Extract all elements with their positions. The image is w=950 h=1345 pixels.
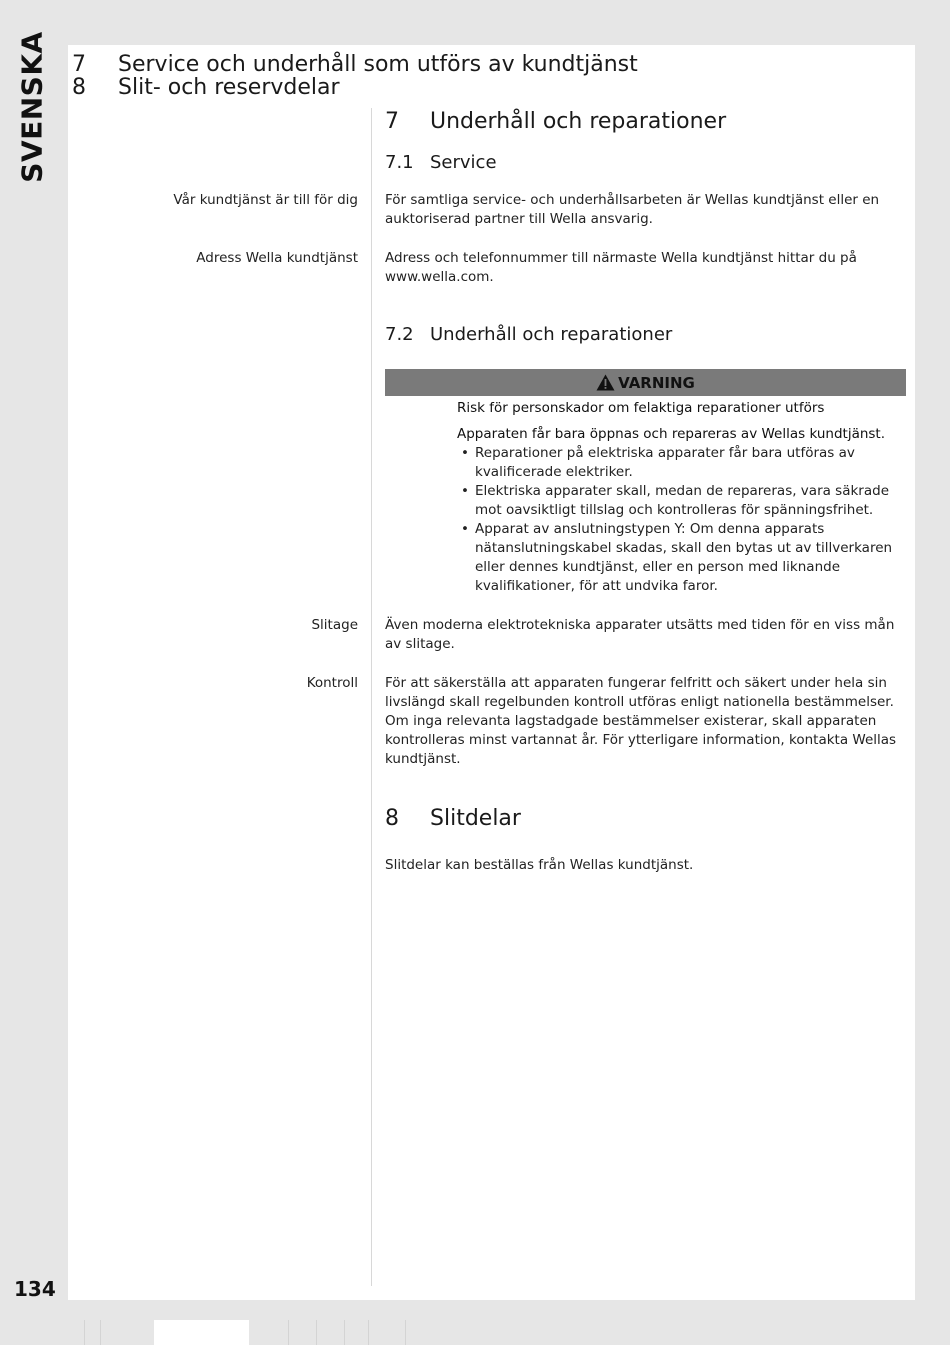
chapter-header-row — [72, 53, 638, 76]
chapter-header — [72, 53, 638, 99]
warning-triangle-icon — [596, 374, 615, 391]
warning-content — [457, 399, 907, 596]
body-text-wear: Även moderna elektrotekniska apparater utsätts med tiden för en viss mån av slitage. — [385, 617, 895, 652]
tab-marker — [288, 1320, 289, 1345]
chapter-title: Slit- och reservdelar — [118, 75, 340, 100]
subsection-number: 7.2 — [385, 324, 414, 345]
body-text-address: Adress och telefonnummer till närmaste Wella kundtjänst hittar du på www.wella.com. — [385, 250, 857, 285]
section-7-2-heading — [385, 324, 672, 345]
side-label-address: Adress Wella kundtjänst — [196, 250, 358, 266]
side-label-inspection: Kontroll — [306, 675, 358, 691]
chapter-number: 7 — [72, 52, 86, 77]
section-title: Underhåll och reparationer — [430, 109, 727, 134]
document-page — [68, 45, 915, 1300]
section-7-1-heading — [385, 152, 497, 173]
tab-marker — [316, 1320, 317, 1345]
subsection-title: Service — [430, 152, 497, 173]
chapter-number: 8 — [72, 75, 86, 100]
warning-label: VARNING — [618, 373, 695, 392]
section-8-heading — [385, 806, 521, 831]
warning-bullet: • Reparationer på elektriska apparater får bara utföras av kvalificerade elektriker. — [457, 444, 907, 482]
active-tab-marker — [154, 1320, 249, 1345]
section-number: 7 — [385, 109, 399, 134]
body-text-service: För samtliga service- och underhållsarbeten är Wellas kundtjänst eller en auktoriserad partner till Wella ansvarig. — [385, 192, 880, 227]
warning-banner — [385, 369, 906, 396]
tab-marker — [100, 1320, 101, 1345]
warning-bullet-list — [457, 444, 907, 596]
tab-marker — [344, 1320, 345, 1345]
chapter-title: Service och underhåll som utförs av kundtjänst — [118, 52, 638, 77]
subsection-number: 7.1 — [385, 152, 414, 173]
tab-marker — [84, 1320, 85, 1345]
tab-marker — [405, 1320, 406, 1345]
side-label-wear: Slitage — [311, 617, 358, 633]
column-divider — [371, 108, 372, 1286]
body-text-inspection: För att säkerställa att apparaten fungerar felfritt och säkert under hela sin livslängd skall regelbunden kontroll utföras enligt nationella bestämmelser. Om inga relevanta lagstadgade bestämmelser existerar, skall apparaten kontrolleras minst vartannat år. För ytterligare information, kontakta Wellas kundtjänst. — [385, 675, 897, 767]
language-tab-label: SVENSKA — [15, 30, 49, 183]
tab-marker — [368, 1320, 369, 1345]
side-label-customer-service: Vår kundtjänst är till för dig — [173, 192, 358, 208]
chapter-header-row — [72, 76, 638, 99]
section-7-heading — [385, 109, 726, 134]
warning-risk: Risk för personskador om felaktiga reparationer utförs — [457, 400, 825, 416]
bottom-tab-strip — [0, 1320, 950, 1345]
page-number: 134 — [14, 1277, 56, 1301]
section-title: Slitdelar — [430, 806, 521, 831]
body-text-wear-parts: Slitdelar kan beställas från Wellas kundtjänst. — [385, 857, 694, 873]
subsection-title: Underhåll och reparationer — [430, 324, 673, 345]
section-number: 8 — [385, 806, 399, 831]
warning-instruction: Apparaten får bara öppnas och repareras av Wellas kundtjänst. — [457, 426, 886, 442]
warning-bullet: • Elektriska apparater skall, medan de repareras, vara säkrade mot oavsiktligt tillslag och kontrolleras för spänningsfrihet. — [457, 482, 907, 520]
language-side-tab — [14, 30, 50, 183]
warning-bullet: • Apparat av anslutningstypen Y: Om denna apparats nätanslutningskabel skadas, skall den bytas ut av tillverkaren eller dennes kundtjänst, eller en person med liknande kvalifikationer, för att undvika faror. — [457, 520, 907, 596]
